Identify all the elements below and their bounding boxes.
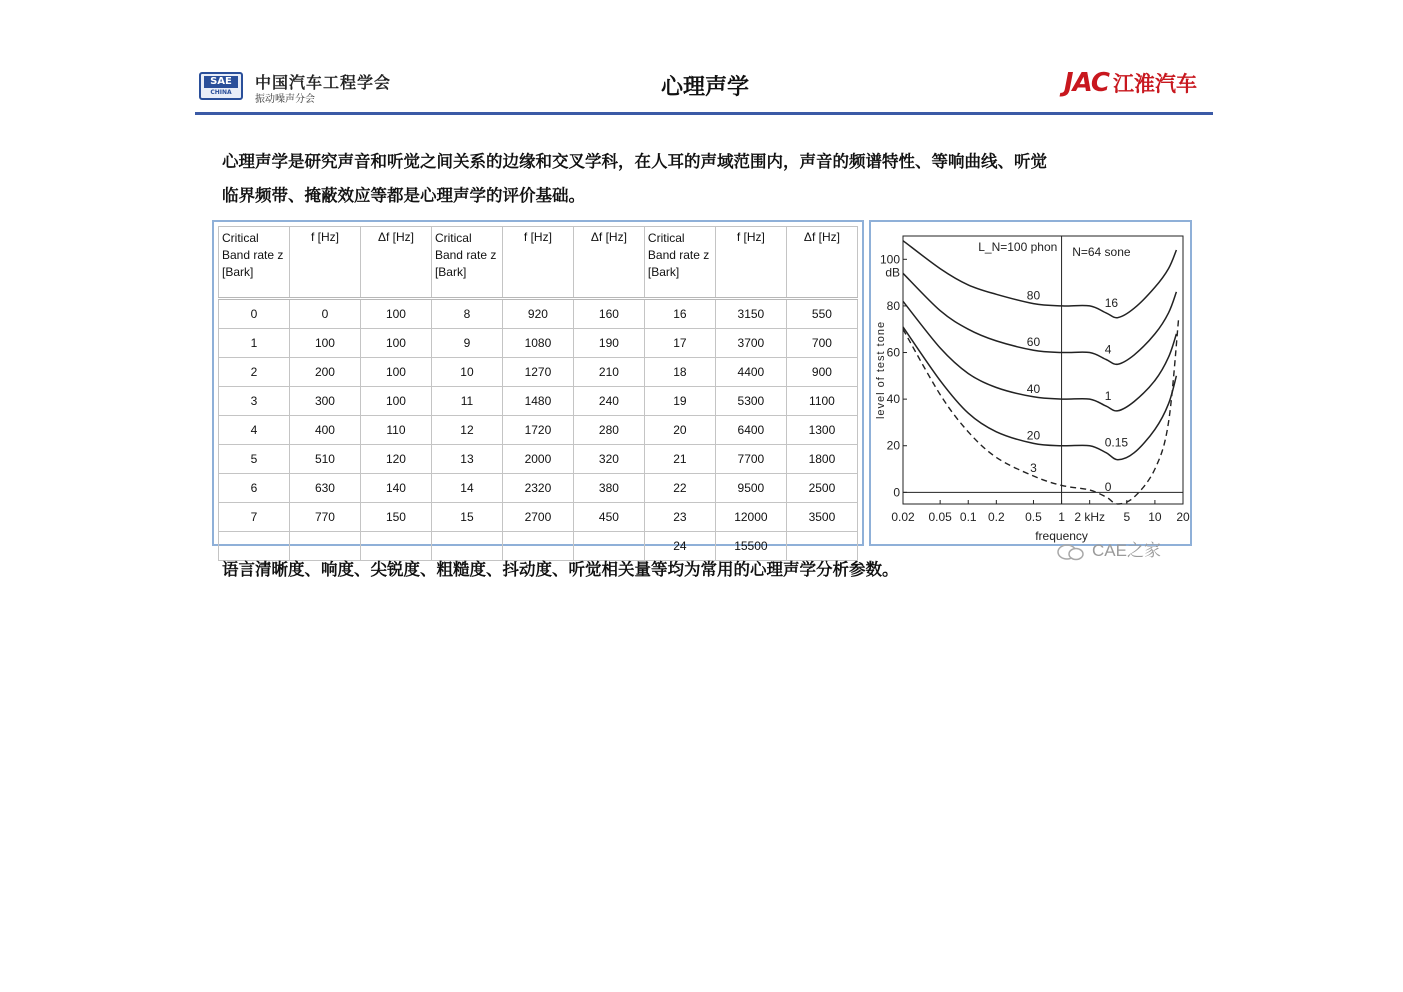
table-cell: 14 (431, 474, 502, 503)
table-cell: 1800 (786, 445, 857, 474)
table-cell: 20 (644, 416, 715, 445)
table-cell: 100 (360, 358, 431, 387)
table-cell: 300 (289, 387, 360, 416)
x-tick-label: 20 (1176, 510, 1190, 524)
sone-header-label: N=64 sone (1072, 245, 1131, 259)
page-title: 心理声学 (660, 75, 749, 100)
table-cell: 380 (573, 474, 644, 503)
intro-paragraph (222, 145, 1192, 213)
column-header: Δf [Hz] (786, 227, 857, 299)
table-cell: 320 (573, 445, 644, 474)
phon-label: 40 (1026, 381, 1041, 396)
table-cell: 190 (573, 329, 644, 358)
table-cell: 2500 (786, 474, 857, 503)
table-cell: 0 (219, 299, 290, 329)
table-cell: 920 (502, 299, 573, 329)
org-name: 中国汽车工程学会 (255, 73, 392, 92)
x-tick-label: 2 kHz (1074, 510, 1106, 524)
x-tick-label: 10 (1148, 510, 1162, 524)
watermark (1056, 536, 1161, 561)
table-cell: 6 (219, 474, 290, 503)
phon-header-label: L_N=100 phon (978, 240, 1058, 254)
table-cell: 18 (644, 358, 715, 387)
table-cell: 10 (431, 358, 502, 387)
phon-label: 20 (1026, 428, 1041, 443)
wechat-icon (1056, 543, 1086, 561)
y-tick-label: 0 (893, 485, 900, 500)
watermark-text: CAE之家 (1092, 541, 1161, 560)
sone-label: 1 (1104, 389, 1112, 404)
column-header: Critical Band rate z [Bark] (219, 227, 290, 299)
table-cell: 17 (644, 329, 715, 358)
table-cell: 23 (644, 503, 715, 532)
table-row (219, 445, 858, 474)
loudness-curve-3-phon (903, 318, 1179, 504)
phon-label: 3 (1030, 461, 1037, 476)
table-cell: 12 (431, 416, 502, 445)
x-tick-label: 0.5 (1025, 510, 1042, 524)
phon-label: 60 (1026, 335, 1041, 350)
y-tick-label: 40 (886, 392, 900, 407)
x-tick-label: 0.2 (987, 510, 1005, 524)
table-cell: 3700 (715, 329, 786, 358)
table-cell: 1100 (786, 387, 857, 416)
table-cell: 1300 (786, 416, 857, 445)
header-divider (195, 112, 1213, 115)
org-branch: 振动噪声分会 (255, 94, 315, 105)
table-cell: 1 (219, 329, 290, 358)
table-cell: 510 (289, 445, 360, 474)
table-cell: 24 (644, 532, 715, 561)
intro-line-1: 心理声学是研究声音和听觉之间关系的边缘和交叉学科，在人耳的声域范围内，声音的频谱特性、等响曲线、听觉 (222, 152, 1047, 171)
table-cell: 2 (219, 358, 290, 387)
sone-label: 4 (1104, 342, 1112, 357)
table-cell: 900 (786, 358, 857, 387)
table-cell: 15 (431, 503, 502, 532)
x-tick-label: 1 (1058, 510, 1065, 524)
table-cell: 13 (431, 445, 502, 474)
table-cell: 210 (573, 358, 644, 387)
column-header: Δf [Hz] (360, 227, 431, 299)
table-cell: 22 (644, 474, 715, 503)
table-cell: 450 (573, 503, 644, 532)
equal-loudness-chart (871, 222, 1190, 544)
x-tick-label: 0.1 (959, 510, 977, 524)
table-row (219, 416, 858, 445)
critical-band-table-panel (212, 220, 864, 553)
table-cell: 400 (289, 416, 360, 445)
table-cell: 550 (786, 299, 857, 329)
column-header: Critical Band rate z [Bark] (431, 227, 502, 299)
jac-logo-mark: JAC (1063, 68, 1109, 98)
table-cell: 2700 (502, 503, 573, 532)
y-axis-label: level of test tone (875, 320, 887, 420)
table-cell: 9 (431, 329, 502, 358)
table-cell: 16 (644, 299, 715, 329)
table-body (219, 299, 858, 561)
slide-header (195, 62, 1213, 116)
table-cell: 630 (289, 474, 360, 503)
table-cell: 9500 (715, 474, 786, 503)
critical-band-table (218, 226, 858, 561)
table-cell: 1080 (502, 329, 573, 358)
table-cell: 3 (219, 387, 290, 416)
phon-label: 80 (1026, 288, 1041, 303)
table-cell: 700 (786, 329, 857, 358)
jac-logo-name: 江淮汽车 (1113, 72, 1197, 96)
table-row (219, 299, 858, 329)
loudness-curve-60-phon (903, 273, 1176, 364)
table-cell: 1720 (502, 416, 573, 445)
table-header-row (219, 227, 858, 299)
table-cell: 100 (360, 329, 431, 358)
x-tick-label: 0.02 (891, 510, 915, 524)
table-cell: 3500 (786, 503, 857, 532)
table-cell: 19 (644, 387, 715, 416)
table-cell: 4 (219, 416, 290, 445)
footer-summary: 语言清晰度、响度、尖锐度、粗糙度、抖动度、听觉相关量等均为常用的心理声学分析参数。 (222, 560, 899, 579)
y-tick-label: 100 (879, 252, 900, 267)
sae-logo-text: SAE (204, 76, 238, 88)
table-cell: 2320 (502, 474, 573, 503)
table-cell: 1480 (502, 387, 573, 416)
table-row (219, 329, 858, 358)
equal-loudness-chart-panel (869, 220, 1192, 546)
table-cell: 7700 (715, 445, 786, 474)
table-cell: 1270 (502, 358, 573, 387)
table-cell: 5 (219, 445, 290, 474)
y-tick-label: 20 (886, 438, 900, 453)
y-tick-label: 60 (886, 345, 900, 360)
table-cell: 0 (289, 299, 360, 329)
table-cell: 15500 (715, 532, 786, 561)
intro-line-2: 临界频带、掩蔽效应等都是心理声学的评价基础。 (222, 186, 585, 205)
table-cell: 6400 (715, 416, 786, 445)
sae-logo-subtext: CHINA (210, 89, 232, 96)
table-cell: 160 (573, 299, 644, 329)
table-row (219, 358, 858, 387)
y-tick-label: 80 (886, 298, 900, 313)
sone-label: 16 (1104, 295, 1119, 310)
table-cell: 240 (573, 387, 644, 416)
table-cell: 4400 (715, 358, 786, 387)
column-header: f [Hz] (289, 227, 360, 299)
sae-china-logo (199, 72, 243, 100)
table-cell: 5300 (715, 387, 786, 416)
table-cell: 12000 (715, 503, 786, 532)
table-cell: 100 (360, 387, 431, 416)
column-header: Δf [Hz] (573, 227, 644, 299)
column-header: Critical Band rate z [Bark] (644, 227, 715, 299)
x-tick-label: 5 (1123, 510, 1131, 524)
sone-label: 0.15 (1104, 435, 1129, 450)
y-unit-label: dB (885, 265, 900, 280)
table-cell: 120 (360, 445, 431, 474)
table-cell: 2000 (502, 445, 573, 474)
table-cell: 280 (573, 416, 644, 445)
table-cell: 11 (431, 387, 502, 416)
column-header: f [Hz] (715, 227, 786, 299)
table-row (219, 503, 858, 532)
x-tick-label: 0.05 (928, 510, 952, 524)
table-cell: 3150 (715, 299, 786, 329)
table-cell: 21 (644, 445, 715, 474)
table-cell: 7 (219, 503, 290, 532)
table-cell: 770 (289, 503, 360, 532)
x-axis-label: frequency (1035, 529, 1088, 543)
table-row (219, 387, 858, 416)
table-cell: 140 (360, 474, 431, 503)
column-header: f [Hz] (502, 227, 573, 299)
table-cell: 110 (360, 416, 431, 445)
jac-logo (1064, 68, 1197, 98)
table-cell: 100 (360, 299, 431, 329)
table-cell: 150 (360, 503, 431, 532)
table-cell: 8 (431, 299, 502, 329)
table-row (219, 474, 858, 503)
table-cell: 200 (289, 358, 360, 387)
sone-label: 0 (1104, 480, 1112, 495)
table-cell: 100 (289, 329, 360, 358)
plot-frame (903, 236, 1183, 504)
